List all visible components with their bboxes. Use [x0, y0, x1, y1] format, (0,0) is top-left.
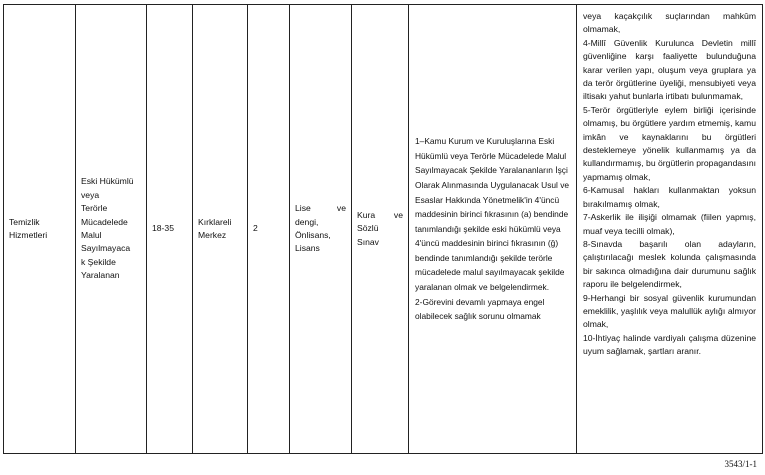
count-cell	[248, 5, 290, 454]
requirements-cell	[577, 5, 763, 454]
requirement-item: veya kaçakçılık suçlarından mahkûm olmamak,	[583, 11, 756, 35]
document-code: 3543/1-1	[724, 459, 757, 469]
requirement-item: 6-Kamusal hakları kullanmaktan yoksun bırakılmamış olmak,	[583, 185, 756, 209]
location-line: Kırklareli	[198, 216, 232, 227]
applicant-type-line: Eski Hükümlü	[81, 176, 134, 187]
applicant-type-line: k Şekilde	[81, 256, 116, 267]
age-range: 18-35	[152, 223, 174, 234]
applicant-type-line: Mücadelede	[81, 216, 128, 227]
selection-line: Sınav	[357, 236, 379, 247]
requirement-item: 9-Herhangi bir sosyal güvenlik kurumundan emeklilik, yaşlılık veya malullük aylığı almıyor olmak,	[583, 292, 756, 330]
education-line: Lise ve	[295, 203, 346, 214]
applicant-type-line: Malul	[81, 230, 102, 240]
requirement-item: 4-Millî Güvenlik Kurulunca Devletin millî güvenliğine karşı faaliyette bulunduğuna karar verilen yapı, oluşum veya gruplara ya da terör örgütlerine üyeliği, mensubiyeti veya iltisakı yahut bunlarla irtibatı bulunmamak,	[583, 37, 756, 102]
education-line: Lisans	[295, 243, 320, 254]
table-row	[4, 5, 763, 454]
location-line: Merkez	[198, 230, 227, 240]
applicant-type-line: veya	[81, 189, 100, 200]
applicant-type-line: Terörle	[81, 203, 108, 214]
education-cell	[290, 5, 352, 454]
applicant-type-line: Sayılmayaca	[81, 243, 131, 254]
location-cell	[193, 5, 248, 454]
education-line: dengi,	[295, 216, 319, 227]
position-count: 2	[253, 223, 258, 234]
selection-method-cell	[352, 5, 409, 454]
requirement-item: 8-Sınavda başarılı olan adayların, çalıştırılacağı meslek kolunda çalışmasında bir sakınca olmadığına dair durumunu sağlık raporu ile belgelendirmek,	[583, 238, 756, 290]
position-cell	[4, 5, 76, 454]
applicant-type-cell	[76, 5, 147, 454]
applicant-type-line: Yaralanan	[81, 270, 120, 281]
condition-item: 1–Kamu Kurum ve Kuruluşlarına Eski Hükümlü veya Terörle Mücadelede Malul Sayılmayacak Şekilde Yaralananların İşçi Olarak Alınmasında Uygulanacak Usul ve Esaslar Hakkında Yönetmelik'in 4'üncü maddesinin birinci fıkrasının (a) bendinde tanımlandığı şekilde eski hükümlü veya 4'üncü maddesinin birinci fıkrasının (ğ) bendinde tanımlandığı şekilde terörle mücadelede malul sayılmayacak şekilde yaralanan olmak ve belgelendirmek.	[415, 136, 570, 293]
position-name: Temizlik Hizmetleri	[9, 216, 48, 240]
selection-line: Kura ve	[357, 209, 403, 220]
requirement-item: 5-Terör örgütleriyle eylem birliği içerisinde olmamış, bu örgütlere yardım etmemiş, kamu imkân ve kaynaklarını bu örgütleri desteklemeye yönelik kullanmamış ya da kullandırmamış, bu örgütlerin propagandasını yapmamış olmak,	[583, 104, 756, 182]
selection-line: Sözlü	[357, 223, 379, 234]
age-cell	[147, 5, 193, 454]
job-posting-table	[3, 4, 763, 454]
condition-item: 2-Görevini devamlı yapmaya engel olabilecek sağlık sorunu olmamak	[415, 296, 545, 322]
requirement-item: 7-Askerlik ile ilişiği olmamak (fiilen yapmış, muaf veya tecilli olmak),	[583, 212, 756, 236]
education-line: Önlisans,	[295, 230, 331, 240]
requirement-item: 10-İhtiyaç halinde vardiyalı çalışma düzenine uyum sağlamak, şartları aranır.	[583, 332, 756, 357]
conditions-cell	[409, 5, 577, 454]
